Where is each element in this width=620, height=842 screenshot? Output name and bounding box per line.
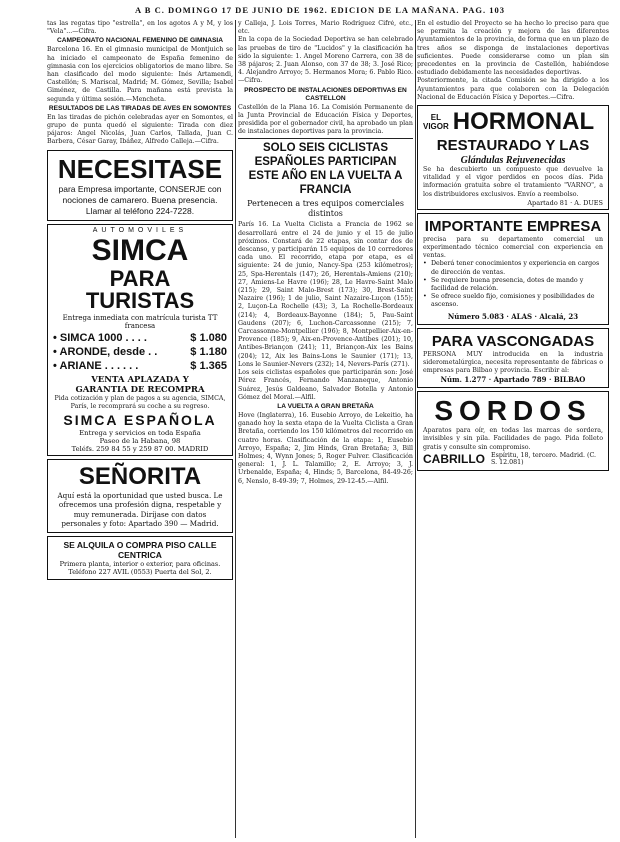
bullet-item [423, 260, 603, 276]
ad-title: SEÑORITA [78, 463, 202, 491]
divider [238, 138, 413, 139]
bullet-text: Se ofrece sueldo fijo, comisiones y posibilidades de ascenso. [431, 293, 595, 309]
ad-tagline: PARA TURISTAS [85, 265, 195, 313]
headline: SOLO SEIS CICLISTAS ESPAÑOLES PARTICIPAN ESTE AÑO EN LA VUELTA A FRANCIA [248, 142, 403, 197]
model-row [53, 345, 227, 359]
bullet-icon: • [423, 293, 427, 301]
ad-sordos [417, 391, 609, 471]
ad-vascongadas [417, 328, 609, 389]
article-text: En el estudio del Proyecto se ha hecho lo preciso para que se permita la creación y mejora de las diferentes Ayuntamientos de la provincia, de forma que en un plazo de tres años se disponga de instalaciones deportivas suficientes. Puede considerarse como un plan sin precedentes en la provincia de Castellón, habiéndose estudiado debidamente las necesidades deportivas. [417, 20, 609, 77]
ad-text: PERSONA MUY introducida en la industria siderometalúrgica, necesita representante de fábricas o empresas para Bilbao y provincia. Escribir al: [423, 350, 603, 375]
ad-title: SORDOS [434, 395, 592, 427]
model-price: $ 1.180 [190, 345, 227, 358]
ad-text: Primera planta, interior o exterior, para oficinas. Teléfono 227 AVIL (0553) Puerta del Sol, 2. [59, 559, 221, 576]
model-price: $ 1.080 [190, 331, 227, 344]
bullet-item [423, 277, 603, 293]
bullet-list [423, 260, 603, 309]
article-text: En la copa de la Sociedad Deportiva se han celebrado las pruebas de tiro de "Lucidos" y la clasificación ha sido la siguiente: 1. Angel Moreno Carrera, con 38 de 38 pájaros; 2. Juan Alonso, con 37 de 38; 3. José Rico; 4. Alejandro Arroyo; 5. Hermanos Mora; 6. Pablo Rico.—Cifra. [238, 36, 413, 85]
article-heading: LA VUELTA A GRAN BRETAÑA [277, 402, 374, 410]
ad-title3: Glándulas Rejuvenecidas [460, 155, 566, 167]
article-text: Hove (Inglaterra), 16. Eusebio Arroyo, de Lekeitio, ha ganado hoy la sexta etapa de la Vuelta Ciclista a Gran Bretaña, corriendo los 150 kilómetros del recorrido en cuatro horas. Clasificación de la etapa: 1, Eusebio Arroyo, España; 2, Jim Hinds, Gran Bretaña; 3, Bill Holmes; 4, Wynn Jones; 5, Roger Fulver. Clasificación general: 1, J. L. Talamillo; 2, E. Arroyo; 3, J. Urbenalde, España; 4, Hinds; 5, Barcelona, 84-49-26; 6, Nenslo, 8-49-39; 7, Holmes, 29-12-45.—Alfil. [238, 411, 413, 485]
subheadline: Pertenecen a tres equipos comerciales distintos [247, 199, 404, 219]
article-heading: CAMPEONATO NACIONAL FEMENINO DE GIMNASIA [57, 37, 223, 45]
ad-simca [47, 224, 233, 456]
ad-title: NECESITASE [57, 153, 223, 184]
ad-title: HORMONAL [452, 108, 595, 136]
model-list [53, 331, 227, 373]
ad-kicker-vigor: VIGOR [423, 122, 449, 132]
ad-foot: Número 5.083 · ALAS · Alcalá, 23 [447, 311, 579, 321]
article-text: Posteriormente, la citada Comisión se ha dirigido a los Ayuntamientos para que colaboren con la Delegación Nacional de Educación Física y Deportes.—Cifra. [417, 77, 609, 101]
ad-phones: Teléfs. 259 84 55 y 259 87 00. MADRID [71, 445, 209, 454]
model-name: • ARONDE, desde . . [53, 345, 158, 358]
article-text: París 16. La Vuelta Ciclista a Francia de 1962 se desarrollará entre el 24 de junio y el 15 de julio próximos. Constará de 22 etapas, sin contar dos de descanso, y participarán 15 equipos de 10 corredores cada uno. El recorrido, etapa por etapa, es el siguiente: 24 de junio, Nancy-Spa (253 kilómetros); 25, Spa-Herentals (147); 26, Herentals-Amiens (210); 27, Amiens-Le Havre (196); 28, Le Havre-Saint Malo (215); 29, Saint Malo-Brest (173); 30, Brest-Saint Nazaire (196); 1 de julio, Saint Nazaire-Luçon (155); 2, Luçon-La Rochelle (43); 3, La Rochelle-Bordeaux (214); 4, Bordeaux-Bayonne (184); 5, Pau-Saint Gaudens (207); 6, Luchon-Carcassonne (215); 7, Carcassonne-Montpellier (196); 8, Montpellier-Aix-en-Provence (185); 9, Aix-en-Provence-Antibes (201); 10, Antibes-Briançon (241); 11, Briançon-Aix les Bains (204); 12, Aix les Bains-Lons le Saunier (171); 13, Lons le Saunier-Nevers (232); 14, Nevers-París (271). [238, 221, 413, 368]
ad-text: para Empresa importante, CONSERJE con nociones de camarero. Buena presencia. Llamar al teléfono 224-7228. [58, 183, 222, 216]
ad-title: IMPORTANTE EMPRESA [424, 217, 602, 235]
model-row [53, 359, 227, 373]
article-heading: RESULTADOS DE LAS TIRADAS DE AVES EN SOMONTES [48, 104, 232, 112]
ad-piso [47, 536, 233, 580]
bullet-text: Se requiere buena presencia, dotes de mando y facilidad de relación. [431, 276, 584, 293]
ad-brand: CABRILLO [423, 452, 485, 467]
ad-foot: Apartado 81 · A. DUES [527, 198, 603, 207]
column-3 [417, 20, 609, 838]
ad-brand-row [423, 452, 603, 467]
ad-intro: precisa para su departamento comercial un experimentado técnico comercial con experiencia en ventas. [423, 235, 603, 260]
ad-senorita [47, 459, 233, 533]
bullet-icon: • [423, 276, 427, 284]
ad-garantia: GARANTIA DE RECOMPRA [75, 384, 205, 395]
ad-kicker [423, 113, 449, 131]
ad-garantia-text: Pida cotización y plan de pagos a su agencia, SIMCA, París, le recomprará su coche a su regreso. [54, 394, 226, 410]
ad-importante-empresa [417, 213, 609, 325]
ad-venta: VENTA APLAZADA Y [91, 374, 189, 385]
ad-foot: Núm. 1.277 · Apartado 789 · BILBAO [440, 375, 586, 385]
ad-title: SE ALQUILA O COMPRA PISO CALLE CENTRICA [63, 539, 217, 560]
article-text: tas las regatas tipo "estrella", en los agotos A y M, y los "Vela"...—Cifra. [47, 20, 233, 36]
simca-logo: SIMCA [91, 233, 189, 267]
article-text: Castellón de la Plana 16. La Comisión Permanente de la Junta Provincial de Educación Física y Deportes, presidida por el gobernador civil, ha aprobado un plan de instalaciones deportivas para la provincia. [238, 103, 413, 136]
ad-title2: RESTAURADO Y LAS [436, 137, 590, 155]
ad-esp-text: Entrega y servicios en toda España [79, 429, 201, 438]
ad-headline-row [423, 108, 603, 136]
article-text: Barcelona 16. En el gimnasio municipal de Montjuich se ha iniciado el campeonato de España femenino de gimnasia con los ejercicios obligatorios de mano libre. Se han clasificado del modo siguiente: Inés Artamendi, Castellón; S. Mariscal, Madrid; M. Gómez, Sevilla; Isabel Giménez, de Castilla. Para mañana está prevista la segunda y última sesión.—Mencheta. [47, 46, 233, 103]
ad-top: AUTOMOVILES [92, 226, 188, 234]
ad-kicker-el: EL [430, 113, 441, 123]
bullet-text: Deberá tener conocimientos y experiencia en cargos de dirección de ventas. [431, 260, 600, 276]
ad-text: Aparatos para oír, en todas las marcas de sordera, invisibles y sin pila. Facilidades de pago. Pida folleto gratis y consulte sin compromiso. [423, 427, 603, 451]
ad-hormonal [417, 105, 609, 210]
ad-text: Aquí está la oportunidad que usted busca. Le ofrecemos una profesión digna, respetable y muy remunerada. Diríjase con datos personales y foto: Apartado 390 — Madrid. [57, 491, 223, 529]
model-name: • SIMCA 1000 . . . . [53, 331, 147, 344]
ad-sub: Entrega inmediata con matrícula turista TT francesa [62, 313, 218, 331]
column-rule [235, 20, 236, 838]
simca-espanola: SIMCA ESPAÑOLA [63, 412, 217, 429]
bullet-icon: • [423, 260, 427, 268]
model-price: $ 1.365 [190, 359, 227, 372]
ad-necesitase [47, 150, 233, 221]
model-row [53, 331, 227, 345]
article-text: y Calleja, J. Lois Torres, Mario Rodríguez Cifré, etc., etc. [238, 20, 413, 36]
article-text: En las tiradas de pichón celebradas ayer en Somontes, el grupo de punta quedó el siguiente: Tirada con diez pájaros: Angel Nicolás, Juan Carlos, Tallada, Juan C. Barbera, César Garay, Ibáñez, Alfredo Calleja.—Cifra. [47, 113, 233, 146]
article-heading: PROSPECTO DE INSTALACIONES DEPORTIVAS EN CASTELLON [244, 86, 407, 102]
bullet-item [423, 293, 603, 309]
ad-text: Se ha descubierto un compuesto que devuelve la vitalidad y el vigor perdidos en pocos días. Pida información gratuita sobre el tratamiento "VARNO", a los distribuidores exclusivos. Envío a reembolso. [423, 166, 603, 198]
ad-address: Espíritu, 18, tercero. Madrid. (C. S. 12.081) [491, 451, 597, 467]
column-2 [238, 20, 413, 838]
ad-address: Paseo de la Habana, 98 [99, 437, 181, 446]
column-1 [47, 20, 233, 838]
ad-title: PARA VASCONGADAS [431, 332, 595, 350]
column-rule [415, 20, 416, 838]
article-text: Los seis ciclistas españoles que participarán son: José Pérez Francés, Fernando Manzaneque, Antonio Suárez, Jesús Galdeano, Salvador Botella y Antonio Gómez del Moral.—Alfil. [238, 369, 413, 401]
page-header: A B C. DOMINGO 17 DE JUNIO DE 1962. EDICION DE LA MAÑANA. PAG. 103 [135, 5, 505, 15]
model-name: • ARIANE . . . . . . [53, 359, 139, 372]
